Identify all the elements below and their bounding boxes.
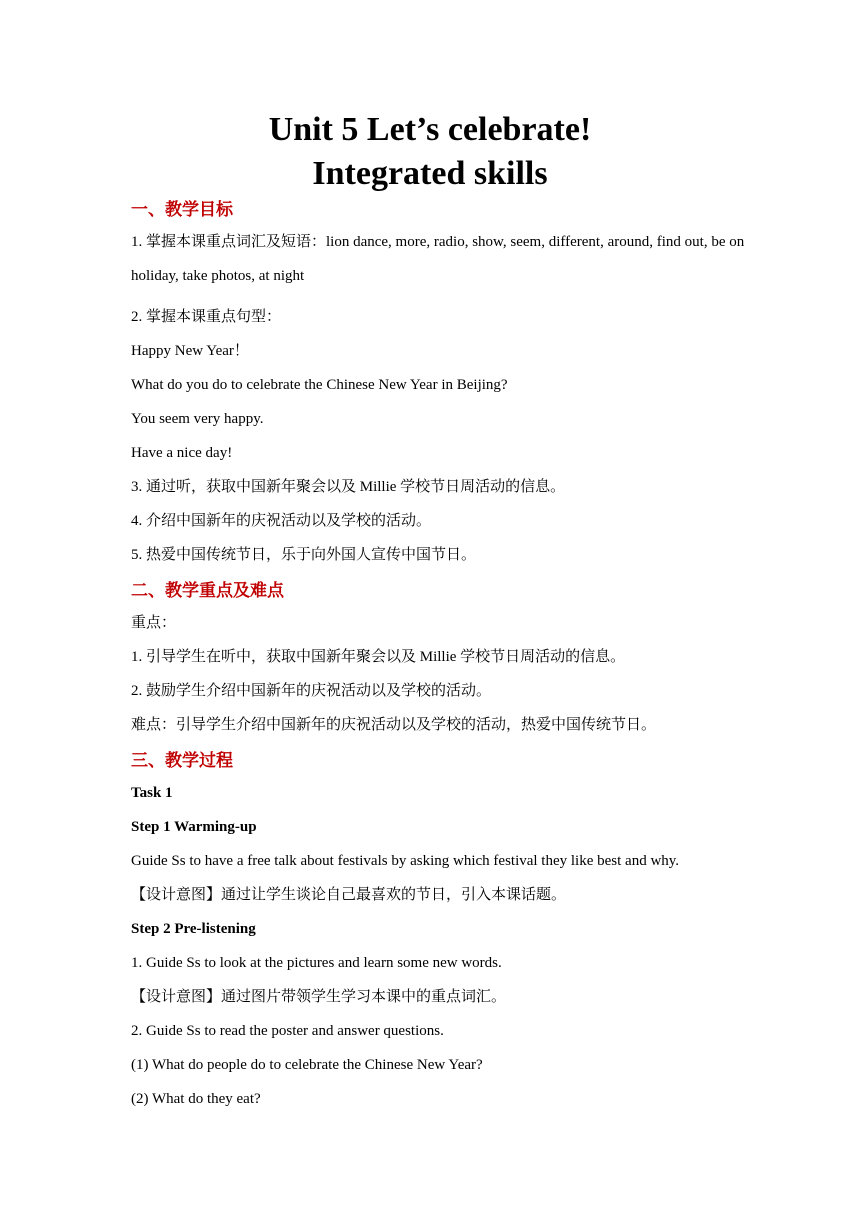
section-heading-objectives: 一、教学目标 [131,200,233,219]
section-heading-key-points: 二、教学重点及难点 [131,581,284,600]
key-points-label: 重点： [131,615,177,631]
document-body [131,198,746,1123]
key-sentence-2: What do you do to celebrate the Chinese New Year in Beijing? [131,377,508,393]
step2-intent: 【设计意图】通过图片带领学生学习本课中的重点词汇。 [131,989,507,1005]
section-heading-process: 三、教学过程 [131,751,233,770]
step1-title: Step 1 Warming-up [131,819,257,835]
step2-item-2: 2. Guide Ss to read the poster and answer questions. [131,1023,444,1039]
key-point-2: 2. 鼓励学生介绍中国新年的庆祝活动以及学校的活动。 [131,683,492,699]
objective-item-3: 3. 通过听，获取中国新年聚会以及 Millie 学校节日周活动的信息。 [131,479,566,495]
step1-intent: 【设计意图】通过让学生谈论自己最喜欢的节日，引入本课话题。 [131,887,567,903]
key-sentence-1: Happy New Year！ [131,343,249,359]
difficulty-point: 难点：引导学生介绍中国新年的庆祝活动以及学校的活动，热爱中国传统节日。 [131,717,657,733]
question-1: (1) What do people do to celebrate the Chinese New Year? [131,1057,483,1073]
title-line-2: Integrated skills [312,155,548,192]
step1-text: Guide Ss to have a free talk about festivals by asking which festival they like best and why. [131,853,680,869]
task-title: Task 1 [131,785,173,801]
question-2: (2) What do they eat? [131,1091,261,1107]
step2-item-1: 1. Guide Ss to look at the pictures and learn some new words. [131,955,502,971]
key-sentence-3: You seem very happy. [131,411,264,427]
document-title [0,108,860,196]
objective-item-2: 2. 掌握本课重点句型： [131,309,282,325]
objective-item-4: 4. 介绍中国新年的庆祝活动以及学校的活动。 [131,513,432,529]
objective-item-1: 1. 掌握本课重点词汇及短语：lion dance, more, radio, show, seem, different, around, find out, be on holiday, take photos, at night [131,234,745,284]
step2-title: Step 2 Pre-listening [131,921,256,937]
objective-item-5: 5. 热爱中国传统节日，乐于向外国人宣传中国节日。 [131,547,477,563]
title-line-1: Unit 5 Let’s celebrate! [268,111,592,148]
key-point-1: 1. 引导学生在听中，获取中国新年聚会以及 Millie 学校节日周活动的信息。 [131,649,626,665]
key-sentence-4: Have a nice day! [131,445,233,461]
